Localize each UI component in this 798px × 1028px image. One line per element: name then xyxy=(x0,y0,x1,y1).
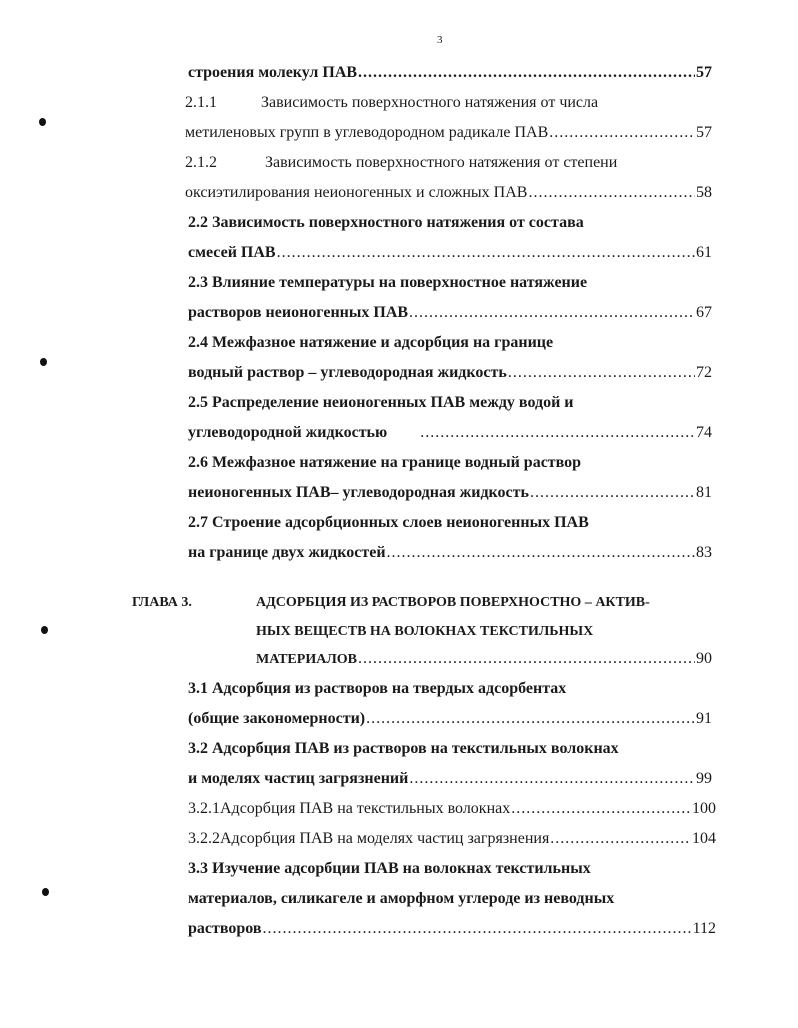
toc-entry-heading xyxy=(188,333,553,353)
toc-entry-title: Адсорбция ПАВ на текстильных волокнах xyxy=(220,800,511,817)
toc-entry-title: смесей ПАВ xyxy=(188,244,276,261)
toc-entry-heading xyxy=(188,453,581,473)
toc-entry-heading xyxy=(188,273,587,293)
toc-entry-title: 3.3 Изучение адсорбции ПАВ на волокнах текстильных xyxy=(188,860,591,877)
toc-entry[interactable] xyxy=(256,649,712,670)
toc-entry[interactable] xyxy=(188,799,716,819)
toc-entry-title: 2.7 Строение адсорбционных слоев неионогенных ПАВ xyxy=(188,514,589,531)
toc-entry[interactable] xyxy=(188,769,712,789)
leader-dots xyxy=(409,769,695,789)
toc-entry-page: 112 xyxy=(692,920,716,937)
toc-entry[interactable] xyxy=(188,423,712,443)
toc-entry-heading xyxy=(188,213,584,233)
toc-entry-title: Адсорбция ПАВ на моделях частиц загрязнения xyxy=(220,830,550,847)
toc-entry-title: оксиэтилирования неионогенных и сложных ПАВ xyxy=(185,184,528,201)
toc-entry-title: 2.6 Межфазное натяжение на границе водный раствор xyxy=(188,454,582,471)
toc-entry[interactable] xyxy=(188,303,712,323)
toc-entry-title: строения молекул ПАВ xyxy=(188,64,358,81)
toc-entry-page: 90 xyxy=(696,650,712,667)
toc-entry-title: Зависимость поверхностного натяжения от числа xyxy=(261,94,599,111)
leader-dots xyxy=(508,363,695,383)
toc-entry-title: 3.1 Адсорбция из растворов на твердых адсорбентах xyxy=(188,680,567,697)
leader-dots xyxy=(358,63,695,83)
leader-dots xyxy=(409,303,695,323)
toc-entry[interactable] xyxy=(188,63,712,83)
toc-entry-title: 2.4 Межфазное натяжение и адсорбция на границе xyxy=(188,334,554,351)
toc-entry[interactable] xyxy=(185,123,712,143)
toc-entry-page: 99 xyxy=(696,770,712,787)
toc-entry-page: 67 xyxy=(696,304,712,321)
toc-entry-page: 72 xyxy=(696,364,712,381)
toc-entry-heading xyxy=(188,739,619,759)
toc-entry-heading xyxy=(188,679,566,699)
toc-entry-title: водный раствор – углеводородная жидкость xyxy=(188,364,507,381)
toc-entry-title: 3.2 Адсорбция ПАВ из растворов на текстильных волокнах xyxy=(188,740,619,757)
toc-entry-page: 83 xyxy=(696,544,712,561)
toc-entry-title: на границе двух жидкостей xyxy=(188,544,386,561)
toc-entry-page: 100 xyxy=(692,800,716,817)
toc-entry-title: МАТЕРИАЛОВ xyxy=(256,652,357,667)
leader-dots xyxy=(387,543,695,563)
toc-entry[interactable] xyxy=(188,919,716,939)
toc-entry-page: 57 xyxy=(696,124,712,141)
toc-entry-title: 2.3 Влияние температуры на поверхностное натяжение xyxy=(188,274,588,291)
toc-entry-page: 58 xyxy=(696,184,712,201)
leader-dots xyxy=(263,919,692,939)
toc-entry-number: 3.2.1 xyxy=(188,800,220,817)
leader-dots xyxy=(528,183,695,203)
toc-entry-title: Зависимость поверхностного натяжения от степени xyxy=(265,154,618,171)
toc-entry-page: 91 xyxy=(696,710,712,727)
toc-entry-title: и моделях частиц загрязнений xyxy=(188,770,409,787)
binding-hole-mark xyxy=(39,118,46,126)
leader-dots xyxy=(366,709,695,729)
toc-entry-title: растворов неионогенных ПАВ xyxy=(188,304,409,321)
toc-entry-title: растворов xyxy=(188,920,262,937)
chapter-title: АДСОРБЦИЯ ИЗ РАСТВОРОВ ПОВЕРХНОСТНО – АКТИВ- xyxy=(256,595,650,610)
leader-dots xyxy=(420,423,695,443)
toc-entry[interactable] xyxy=(188,543,712,563)
chapter-title: НЫХ ВЕЩЕСТВ НА ВОЛОКНАХ ТЕКСТИЛЬНЫХ xyxy=(256,624,594,639)
toc-entry-heading xyxy=(188,859,591,879)
toc-entry[interactable] xyxy=(188,363,712,383)
toc-entry-title: материалов, силикагеле и аморфном углероде из неводных xyxy=(188,890,615,907)
toc-entry-heading xyxy=(188,513,589,533)
toc-entry-number: 3.2.2 xyxy=(188,830,220,847)
chapter-label: ГЛАВА 3. xyxy=(132,595,192,610)
toc-entry-heading xyxy=(188,889,614,909)
binding-hole-mark xyxy=(41,626,48,634)
toc-entry[interactable] xyxy=(188,829,716,849)
toc-entry-title: (общие закономерности) xyxy=(188,710,366,727)
toc-entry-title: углеводородной жидкостью xyxy=(188,424,388,441)
toc-entry-title: метиленовых групп в углеводородном радикале ПАВ xyxy=(185,124,549,141)
toc-entry-page: 74 xyxy=(696,424,712,441)
toc-entry[interactable] xyxy=(185,183,712,203)
toc-entry[interactable] xyxy=(188,243,712,263)
toc-entry[interactable] xyxy=(188,709,712,729)
page-number: 3 xyxy=(437,34,443,46)
toc-entry-page: 57 xyxy=(696,64,712,81)
toc-entry-page: 104 xyxy=(692,830,716,847)
toc-entry-heading xyxy=(185,93,598,113)
binding-hole-mark xyxy=(42,888,49,896)
leader-dots xyxy=(358,649,695,669)
toc-entry-title: неионогенных ПАВ– углеводородная жидкость xyxy=(188,484,529,501)
leader-dots xyxy=(511,799,691,819)
toc-entry-number: 2.1.1 xyxy=(185,94,217,111)
toc-entry-page: 61 xyxy=(696,244,712,261)
toc-entry-page: 81 xyxy=(696,484,712,501)
leader-dots xyxy=(550,829,691,849)
toc-entry[interactable] xyxy=(188,483,712,503)
toc-entry-title: 2.2 Зависимость поверхностного натяжения от состава xyxy=(188,214,584,231)
leader-dots xyxy=(277,243,695,263)
leader-dots xyxy=(530,483,695,503)
leader-dots xyxy=(549,123,695,143)
toc-entry-heading xyxy=(185,153,617,173)
toc-entry-heading xyxy=(188,393,574,413)
toc-entry-title: 2.5 Распределение неионогенных ПАВ между водой и xyxy=(188,394,574,411)
binding-hole-mark xyxy=(40,358,47,366)
toc-entry-number: 2.1.2 xyxy=(185,154,217,171)
